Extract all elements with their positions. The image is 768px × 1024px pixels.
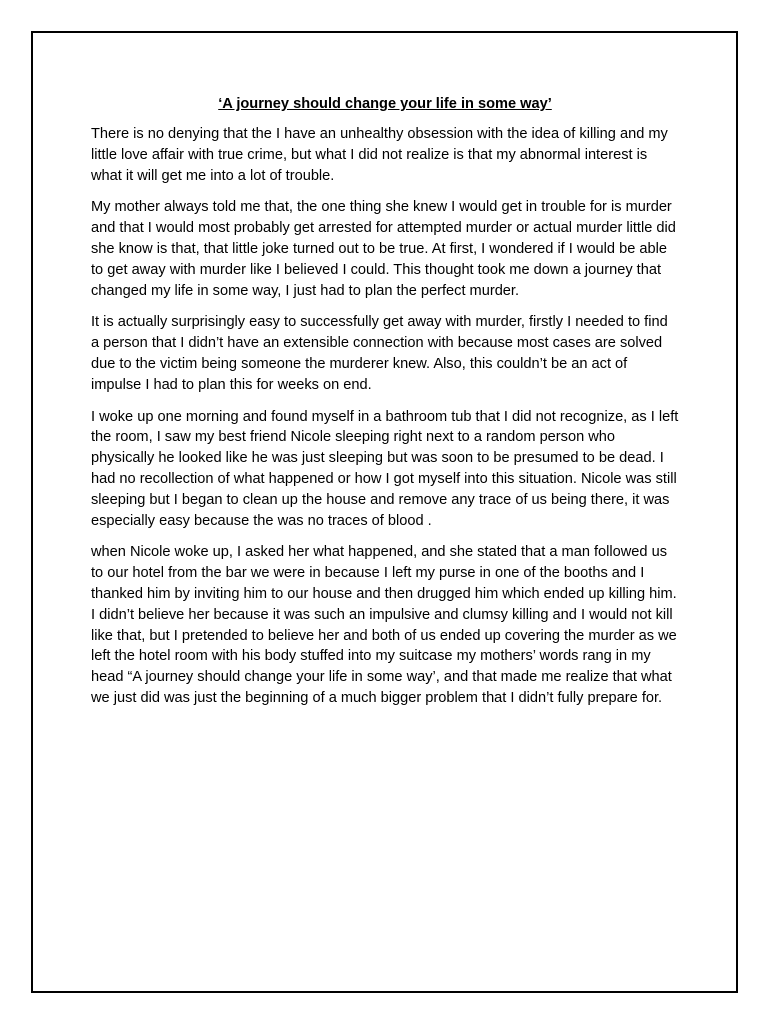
document-title: ‘A journey should change your life in some way’ (218, 96, 552, 112)
document-page (31, 31, 738, 993)
paragraph-4: I woke up one morning and found myself in a bathroom tub that I did not recognize, as I left the room, I saw my best friend Nicole sleeping right next to a random person who physically he looked like he was just sleeping but was soon to be presumed to be dead. I had no recollection of what happened or how I got myself into this situation. Nicole was still sleeping but I began to clean up the house and remove any trace of us being there, it was especially easy because the was no traces of blood . (91, 408, 679, 529)
paragraph-2: My mother always told me that, the one thing she knew I would get in trouble for is murder and that I would most probably get arrested for attempted murder or actual murder little did she know is that, that little joke turned out to be true. At first, I wondered if I would be able to get away with murder like I believed I could. This thought took me down a journey that changed my life in some way, I just had to plan the perfect murder. (91, 199, 676, 299)
paragraph-5: when Nicole woke up, I asked her what happened, and she stated that a man followed us to our hotel from the bar we were in because I left my purse in one of the booths and I thanked him by inviting him to our house and then drugged him which ended up killing him. I didn’t believe her because it was such an impulsive and clumsy killing and I would not kill like that, but I pretended to believe her and both of us ended up covering the murder as we left the hotel room with his body stuffed into my suitcase my mothers’ words rang in my head “A journey should change your life in some way’, and that made me realize that what we just did was just the beginning of a much bigger problem that I didn’t fully prepare for. (91, 544, 677, 706)
paragraph-1: There is no denying that the I have an unhealthy obsession with the idea of killing and my little love affair with true crime, but what I did not realize is that my abnormal interest is what it will get me into a lot of trouble. (91, 126, 668, 184)
paragraph-3: It is actually surprisingly easy to successfully get away with murder, firstly I needed to find a person that I didn’t have an extensible connection with because most cases are solved due to the victim being someone the murderer knew. Also, this couldn’t be an act of impulse I had to plan this for weeks on end. (91, 314, 668, 393)
document-body (91, 93, 679, 720)
